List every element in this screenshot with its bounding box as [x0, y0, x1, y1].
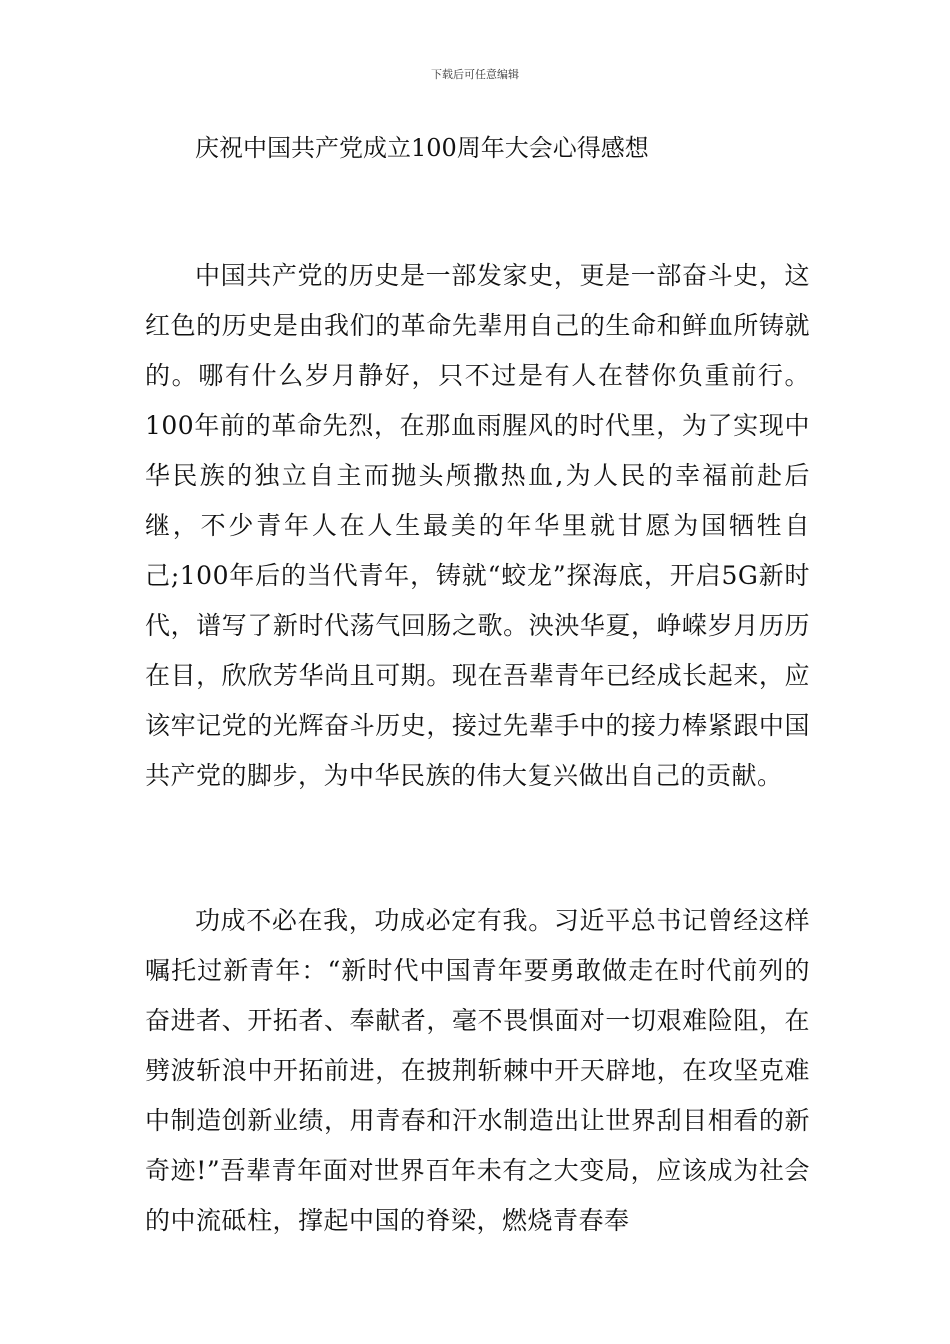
body-paragraph: 中国共产党的历史是一部发家史，更是一部奋斗史，这红色的历史是由我们的革命先辈用自己的生命和鲜血所铸就的。哪有什么岁月静好，只不过是有人在替你负重前行。100年前的革命先烈，在那血雨腥风的时代里，为了实现中华民族的独立自主而抛头颅撒热血,为人民的幸福前赴后继，不少青年人在人生最美的年华里就甘愿为国牺牲自己;100年后的当代青年，铸就“蛟龙”探海底，开启5G新时代，谱写了新时代荡气回肠之歌。泱泱华夏，峥嵘岁月历历在目，欣欣芳华尚且可期。现在吾辈青年已经成长起来，应该牢记党的光辉奋斗历史，接过先辈手中的接力棒紧跟中国共产党的脚步，为中华民族的伟大复兴做出自己的贡献。 — [145, 261, 810, 790]
body-paragraph: 功成不必在我，功成必定有我。习近平总书记曾经这样嘱托过新青年：“新时代中国青年要勇敢做走在时代前列的奋进者、开拓者、奉献者，毫不畏惧面对一切艰难险阻，在劈波斩浪中开拓前进，在披荆斩棘中开天辟地，在攻坚克难中制造创新业绩，用青春和汗水制造出让世界刮目相看的新奇迹!”吾辈青年面对世界百年未有之大变局，应该成为社会的中流砥柱，撑起中国的脊梁，燃烧青春奉 — [145, 906, 810, 1235]
document-title: 庆祝中国共产党成立100周年大会心得感想 — [195, 134, 649, 162]
header-note: 下载后可任意编辑 — [431, 68, 519, 81]
